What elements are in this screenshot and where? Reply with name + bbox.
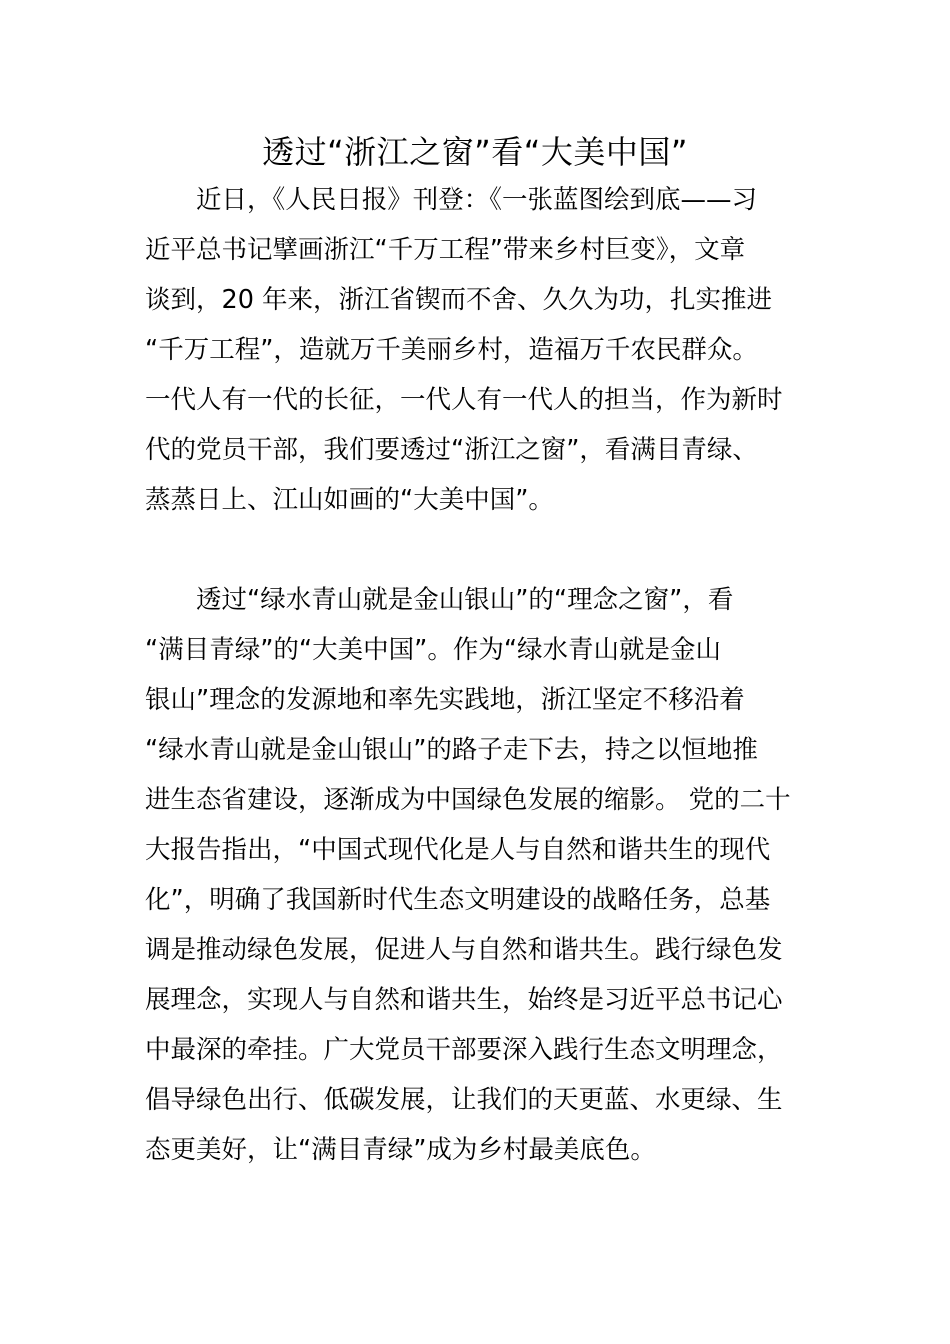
paragraph-line: 银山”理念的发源地和率先实践地，浙江坚定不移沿着	[145, 685, 745, 715]
paragraph-line: 大报告指出，“中国式现代化是人与自然和谐共生的现代	[145, 835, 771, 865]
paragraph-line: 近日，《人民日报》刊登：《一张蓝图绘到底——习	[196, 185, 758, 215]
paragraph-line: 调是推动绿色发展，促进人与自然和谐共生。践行绿色发	[145, 935, 783, 965]
paragraph-line: 展理念，实现人与自然和谐共生，始终是习近平总书记心	[145, 985, 783, 1015]
paragraph-line: 近平总书记擘画浙江“千万工程”带来乡村巨变》，文章	[145, 235, 746, 265]
paragraph-line: 倡导绿色出行、低碳发展，让我们的天更蓝、水更绿、生	[145, 1085, 783, 1115]
paragraph-line: 谈到，20 年来，浙江省锲而不舍、久久为功，扎实推进	[145, 285, 773, 315]
paragraph-line: “满目青绿”的“大美中国”。作为“绿水青山就是金山	[145, 635, 722, 665]
paragraph-2	[145, 575, 815, 1175]
paragraph-line: 化”，明确了我国新时代生态文明建设的战略任务，总基	[145, 885, 771, 915]
document-title: 透过“浙江之窗”看“大美中国”	[262, 133, 688, 171]
paragraph-line: 代的党员干部，我们要透过“浙江之窗”，看满目青绿、	[145, 435, 758, 465]
paragraph-line: 透过“绿水青山就是金山银山”的“理念之窗”，看	[196, 585, 734, 615]
paragraph-line: “千万工程”，造就万千美丽乡村，造福万千农民群众。	[145, 335, 758, 365]
paragraph-1	[145, 175, 815, 525]
paragraph-line: 态更美好，让“满目青绿”成为乡村最美底色。	[145, 1135, 656, 1165]
paragraph-line: 一代人有一代的长征，一代人有一代人的担当，作为新时	[145, 385, 783, 415]
paragraph-line: 蒸蒸日上、江山如画的“大美中国”。	[145, 485, 554, 515]
paragraph-line: 中最深的牵挂。广大党员干部要深入践行生态文明理念，	[145, 1035, 783, 1065]
paragraph-line: “绿水青山就是金山银山”的路子走下去，持之以恒地推	[145, 735, 758, 765]
paragraph-line: 进生态省建设，逐渐成为中国绿色发展的缩影。 党的二十	[145, 785, 791, 815]
